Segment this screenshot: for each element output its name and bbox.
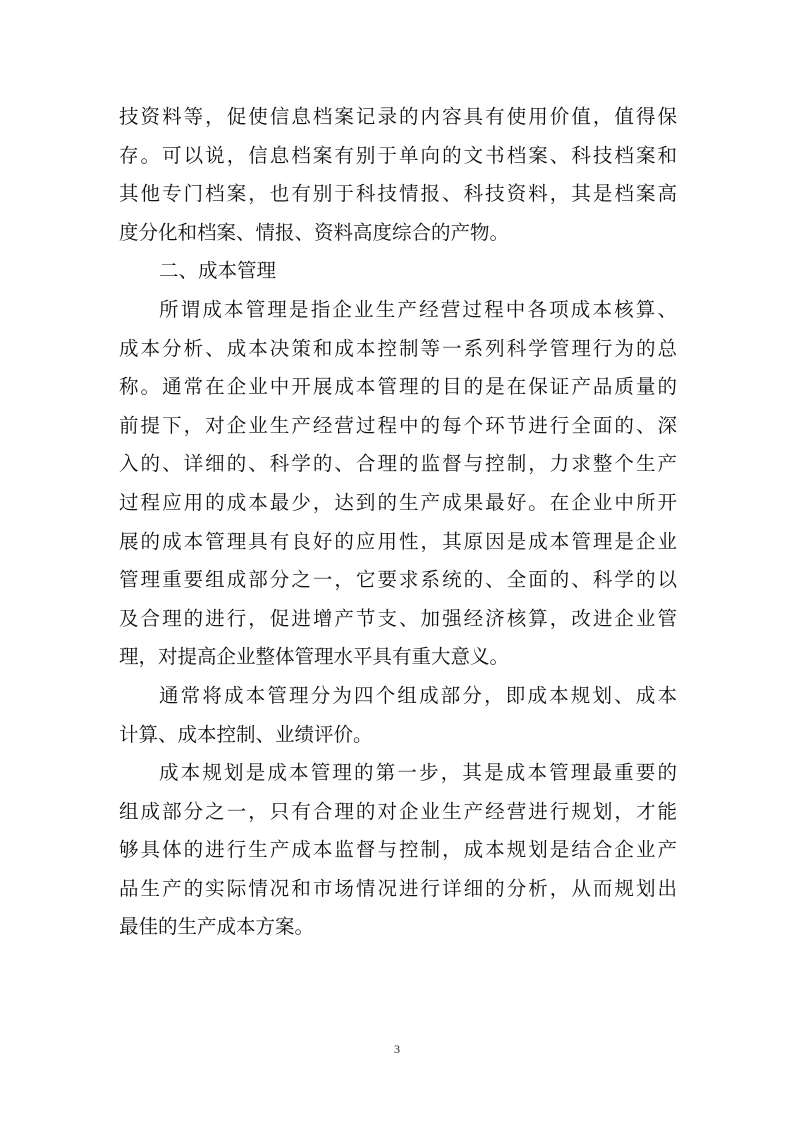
- text-line: 品生产的实际情况和市场情况进行详细的分析，从而规划出: [119, 876, 677, 900]
- text-line: 最佳的生产成本方案。: [119, 915, 315, 939]
- text-line: 及合理的进行，促进增产节支、加强经济核算，改进企业管: [119, 606, 677, 630]
- paragraph-continued: [119, 98, 677, 252]
- paragraph-components: [119, 677, 677, 754]
- text-line: 成本分析、成本决策和成本控制等一系列科学管理行为的总: [119, 336, 677, 360]
- heading-text: 二、成本管理: [159, 259, 277, 283]
- text-line: 计算、成本控制、业绩评价。: [119, 722, 373, 746]
- text-line: 所谓成本管理是指企业生产经营过程中各项成本核算、: [159, 297, 677, 321]
- text-line: 其他专门档案，也有别于科技情报、科技资料，其是档案高: [119, 182, 677, 206]
- text-line: 存。可以说，信息档案有别于单向的文书档案、科技档案和: [119, 143, 677, 167]
- text-line: 组成部分之一，只有合理的对企业生产经营进行规划，才能: [119, 799, 677, 823]
- text-line: 称。通常在企业中开展成本管理的目的是在保证产品质量的: [119, 375, 677, 399]
- text-line: 入的、详细的、科学的、合理的监督与控制，力求整个生产: [119, 452, 677, 476]
- text-line: 够具体的进行生产成本监督与控制，成本规划是结合企业产: [119, 838, 677, 862]
- text-line: 成本规划是成本管理的第一步，其是成本管理最重要的: [159, 761, 677, 785]
- page-number: 3: [394, 1042, 400, 1056]
- text-line: 管理重要组成部分之一，它要求系统的、全面的、科学的以: [119, 568, 677, 592]
- text-line: 展的成本管理具有良好的应用性，其原因是成本管理是企业: [119, 529, 677, 553]
- section-heading: [119, 252, 677, 291]
- text-line: 理，对提高企业整体管理水平具有重大意义。: [119, 645, 510, 669]
- document-body: [119, 98, 677, 947]
- text-line: 度分化和档案、情报、资料高度综合的产物。: [119, 220, 510, 244]
- text-line: 技资料等，促使信息档案记录的内容具有使用价值，值得保: [119, 105, 677, 128]
- paragraph-cost-planning: [119, 754, 677, 947]
- text-line: 通常将成本管理分为四个组成部分，即成本规划、成本: [159, 683, 677, 707]
- text-line: 前提下，对企业生产经营过程中的每个环节进行全面的、深: [119, 413, 677, 437]
- text-line: 过程应用的成本最少，达到的生产成果最好。在企业中所开: [119, 490, 677, 514]
- paragraph-definition: [119, 291, 677, 677]
